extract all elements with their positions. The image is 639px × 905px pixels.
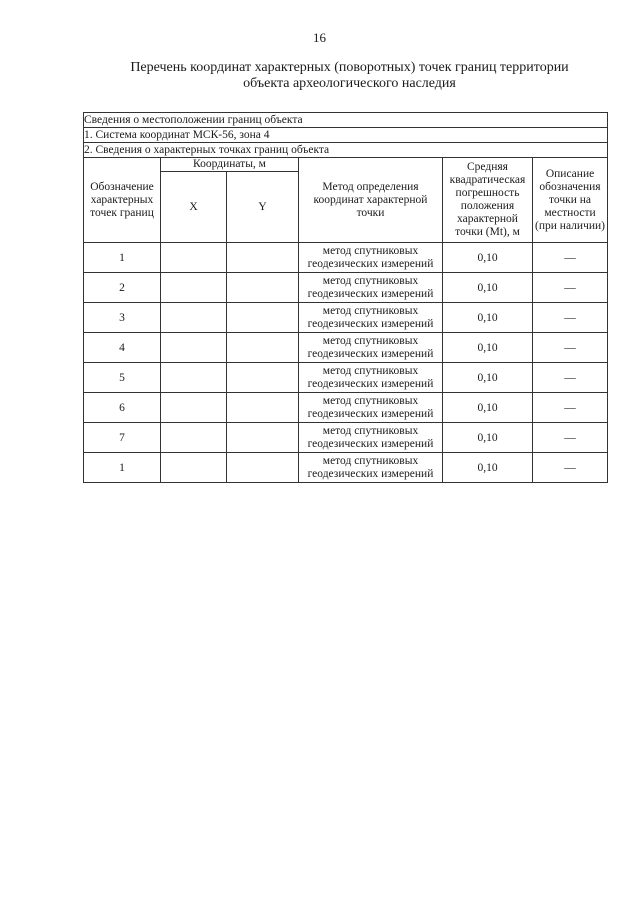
method-line-2: геодезических измерений xyxy=(307,377,434,390)
x-coordinate-cell xyxy=(161,243,227,273)
table-row xyxy=(84,333,608,363)
y-coordinate-cell xyxy=(227,333,299,363)
header-error: Средняя квадратическая погрешность положения характерной точки (Mt), м xyxy=(443,158,533,243)
coordinates-table xyxy=(83,112,608,483)
method-line-2: геодезических измерений xyxy=(307,407,434,420)
y-coordinate-cell xyxy=(227,423,299,453)
header-description: Описание обозначения точки на местности (при наличии) xyxy=(533,158,608,243)
description-cell: — xyxy=(533,423,608,453)
method-line-2: геодезических измерений xyxy=(307,347,434,360)
document-title-line-2: объекта археологического наследия xyxy=(243,76,456,91)
x-coordinate-cell xyxy=(161,423,227,453)
method-line-2: геодезических измерений xyxy=(307,287,434,300)
method-line-1: метод спутниковых xyxy=(322,454,419,467)
description-cell: — xyxy=(533,303,608,333)
table-row xyxy=(84,423,608,453)
error-cell: 0,10 xyxy=(443,363,533,393)
method-line-1: метод спутниковых xyxy=(322,244,419,257)
point-number-cell: 1 xyxy=(84,243,161,273)
method-line-1: метод спутниковых xyxy=(322,364,419,377)
boundary-points-info-row: 2. Сведения о характерных точках границ объекта xyxy=(84,143,608,158)
x-coordinate-cell xyxy=(161,363,227,393)
error-cell: 0,10 xyxy=(443,333,533,363)
y-coordinate-cell xyxy=(227,453,299,483)
y-coordinate-cell xyxy=(227,393,299,423)
method-cell xyxy=(299,453,443,483)
header-method: Метод определения координат характерной точки xyxy=(299,158,443,243)
page-number: 16 xyxy=(313,30,326,45)
location-info-row: Сведения о местоположении границ объекта xyxy=(84,113,608,128)
x-coordinate-cell xyxy=(161,273,227,303)
y-coordinate-cell xyxy=(227,273,299,303)
point-number-cell: 7 xyxy=(84,423,161,453)
point-number-cell: 6 xyxy=(84,393,161,423)
method-line-2: геодезических измерений xyxy=(307,257,434,270)
table-row xyxy=(84,363,608,393)
point-number-cell: 2 xyxy=(84,273,161,303)
method-line-1: метод спутниковых xyxy=(322,334,419,347)
method-cell xyxy=(299,393,443,423)
table-body xyxy=(84,243,608,483)
y-coordinate-cell xyxy=(227,243,299,273)
document-title xyxy=(60,60,639,92)
x-coordinate-cell xyxy=(161,453,227,483)
header-point-designation: Обозначение характерных точек границ xyxy=(84,158,161,243)
x-coordinate-cell xyxy=(161,393,227,423)
table-row xyxy=(84,453,608,483)
error-cell: 0,10 xyxy=(443,273,533,303)
method-cell xyxy=(299,243,443,273)
point-number-cell: 4 xyxy=(84,333,161,363)
description-cell: — xyxy=(533,453,608,483)
description-cell: — xyxy=(533,333,608,363)
method-cell xyxy=(299,303,443,333)
method-line-2: геодезических измерений xyxy=(307,467,434,480)
error-cell: 0,10 xyxy=(443,393,533,423)
point-number-cell: 3 xyxy=(84,303,161,333)
error-cell: 0,10 xyxy=(443,453,533,483)
header-x: X xyxy=(161,172,227,243)
x-coordinate-cell xyxy=(161,303,227,333)
header-y: Y xyxy=(227,172,299,243)
point-number-cell: 1 xyxy=(84,453,161,483)
table-row xyxy=(84,393,608,423)
error-cell: 0,10 xyxy=(443,303,533,333)
table-row xyxy=(84,273,608,303)
method-cell xyxy=(299,423,443,453)
y-coordinate-cell xyxy=(227,363,299,393)
method-line-2: геодезических измерений xyxy=(307,437,434,450)
table-row xyxy=(84,243,608,273)
description-cell: — xyxy=(533,273,608,303)
table-row xyxy=(84,303,608,333)
coordinate-system-row: 1. Система координат МСК-56, зона 4 xyxy=(84,128,608,143)
method-line-1: метод спутниковых xyxy=(322,394,419,407)
error-cell: 0,10 xyxy=(443,243,533,273)
description-cell: — xyxy=(533,243,608,273)
point-number-cell: 5 xyxy=(84,363,161,393)
method-line-1: метод спутниковых xyxy=(322,424,419,437)
description-cell: — xyxy=(533,393,608,423)
error-cell: 0,10 xyxy=(443,423,533,453)
method-line-1: метод спутниковых xyxy=(322,274,419,287)
y-coordinate-cell xyxy=(227,303,299,333)
method-line-1: метод спутниковых xyxy=(322,304,419,317)
method-cell xyxy=(299,363,443,393)
description-cell: — xyxy=(533,363,608,393)
header-coordinates: Координаты, м xyxy=(161,158,299,172)
method-line-2: геодезических измерений xyxy=(307,317,434,330)
method-cell xyxy=(299,333,443,363)
document-title-line-1: Перечень координат характерных (поворотных) точек границ территории xyxy=(130,60,569,75)
method-cell xyxy=(299,273,443,303)
x-coordinate-cell xyxy=(161,333,227,363)
